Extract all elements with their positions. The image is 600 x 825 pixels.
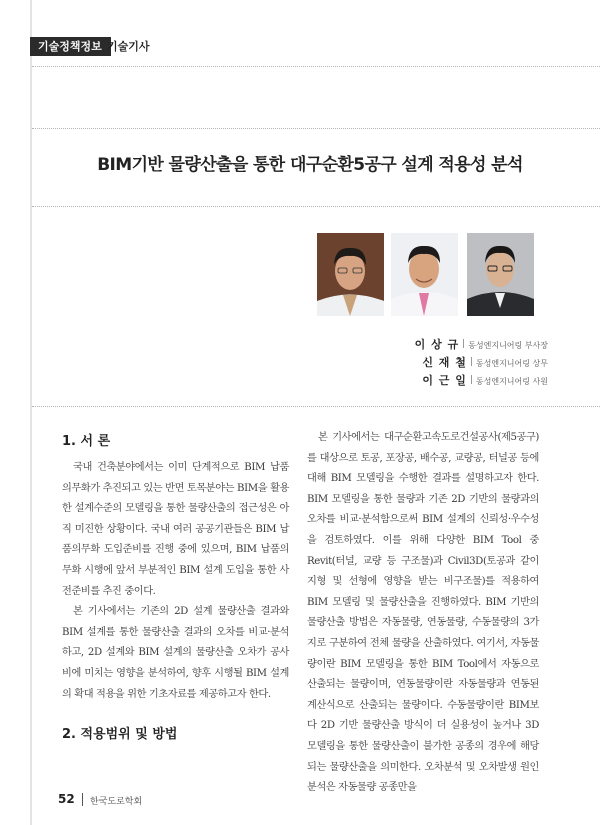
category-label: 기술기사 [107, 40, 150, 53]
author-photo-2 [391, 233, 458, 316]
author-name: 신 재 철 [422, 356, 467, 369]
author-separator [471, 357, 472, 366]
divider-authors [32, 406, 600, 407]
section-tab: 기술정책정보 [30, 37, 111, 56]
author-list [308, 334, 548, 388]
author-name: 이 근 일 [422, 374, 467, 387]
paragraph: 본 기사에서는 기존의 2D 설계 물량산출 결과와 BIM 설계를 통한 물량산출 결과의 오차를 비교·분석하고, 2D 설계와 BIM 설계의 물량산출 오차가 공사비에 미치는 영향을 분석하여, 향후 시행될 BIM 설계의 확대 적용을 위한 기초자료를 제공하고자 한다. [62, 606, 289, 700]
footer-separator [82, 793, 83, 806]
divider-title-bottom [32, 206, 600, 207]
author-separator [471, 375, 472, 384]
author-name: 이 상 규 [414, 338, 460, 351]
author-affiliation: 동성엔지니어링 부사장 [468, 341, 548, 350]
scope-heading: 2. 적용범위 및 방법 [62, 727, 178, 742]
publication-name: 한국도로학회 [90, 797, 143, 807]
divider-title-top [32, 128, 600, 129]
author-photo-3 [467, 233, 534, 316]
author-row [308, 352, 548, 370]
author-photo-1 [317, 233, 384, 316]
author-affiliation: 동성엔지니어링 사원 [475, 377, 548, 386]
margin-rule [30, 0, 32, 825]
author-affiliation: 동성엔지니어링 상무 [475, 359, 548, 368]
article-title: BIM기반 물량산출을 통한 대구순환5공구 설계 적용성 분석 [97, 155, 523, 175]
left-column [62, 458, 289, 705]
author-row [308, 370, 548, 388]
author-row [308, 334, 548, 352]
paragraph: 국내 건축분야에서는 이미 단계적으로 BIM 납품 의무화가 추진되고 있는 반면 토목분야는 BIM을 활용한 설계수준의 모델링을 통한 물량산출의 접근성은 아직 미진한 상황이다. 국내 여러 공공기관들은 BIM 납품의무화 도입준비를 진행 중에 있으며, BIM 납품의무화 시행에 앞서 부분적인 BIM 설계 도입을 통한 사전준비를 추진 중이다. [62, 462, 289, 597]
divider-top [32, 66, 600, 67]
page-number: 52 [58, 792, 75, 806]
intro-heading: 1. 서 론 [62, 434, 111, 449]
author-separator [463, 339, 464, 348]
paragraph: 본 기사에서는 대구순환고속도로건설공사(제5공구)를 대상으로 토공, 포장공, 배수공, 교량공, 터널공 등에 대해 BIM 모델링을 수행한 결과를 설명하고자 한다. BIM 모델링을 통한 물량과 기존 2D 기반의 물량과의 오차를 비교·분석함으로써 BIM 설계의 신뢰성·우수성을 검토하였다. 이를 위해 다양한 BIM Tool 중 Revit(터널, 교량 등 구조물)과 Civil3D(토공과 같이 지형 및 선형에 영향을 받는 비구조물)를 적용하여 BIM 모델링 및 물량산출을 진행하였다. BIM 기반의 물량산출 방법은 자동물량, 연동물량, 수동물량의 3가지로 구분하여 전체 물량을 산출하였다. 여기서, 자동물량이란 BIM 모델링을 통한 BIM Tool에서 자동으로 산출되는 물량이며, 연동물량이란 자동물량과 연동된 계산식으로 산출되는 물량이다. 수동물량이란 BIM보다 2D 기반 물량산출 방식이 더 실용성이 높거나 3D 모델링을 통한 물량산출이 불가한 공종의 경우에 해당되는 물량산출을 의미한다. 오차분석 및 오차발생 원인분석은 자동물량 공종만을 [307, 432, 539, 794]
right-column [307, 428, 539, 799]
